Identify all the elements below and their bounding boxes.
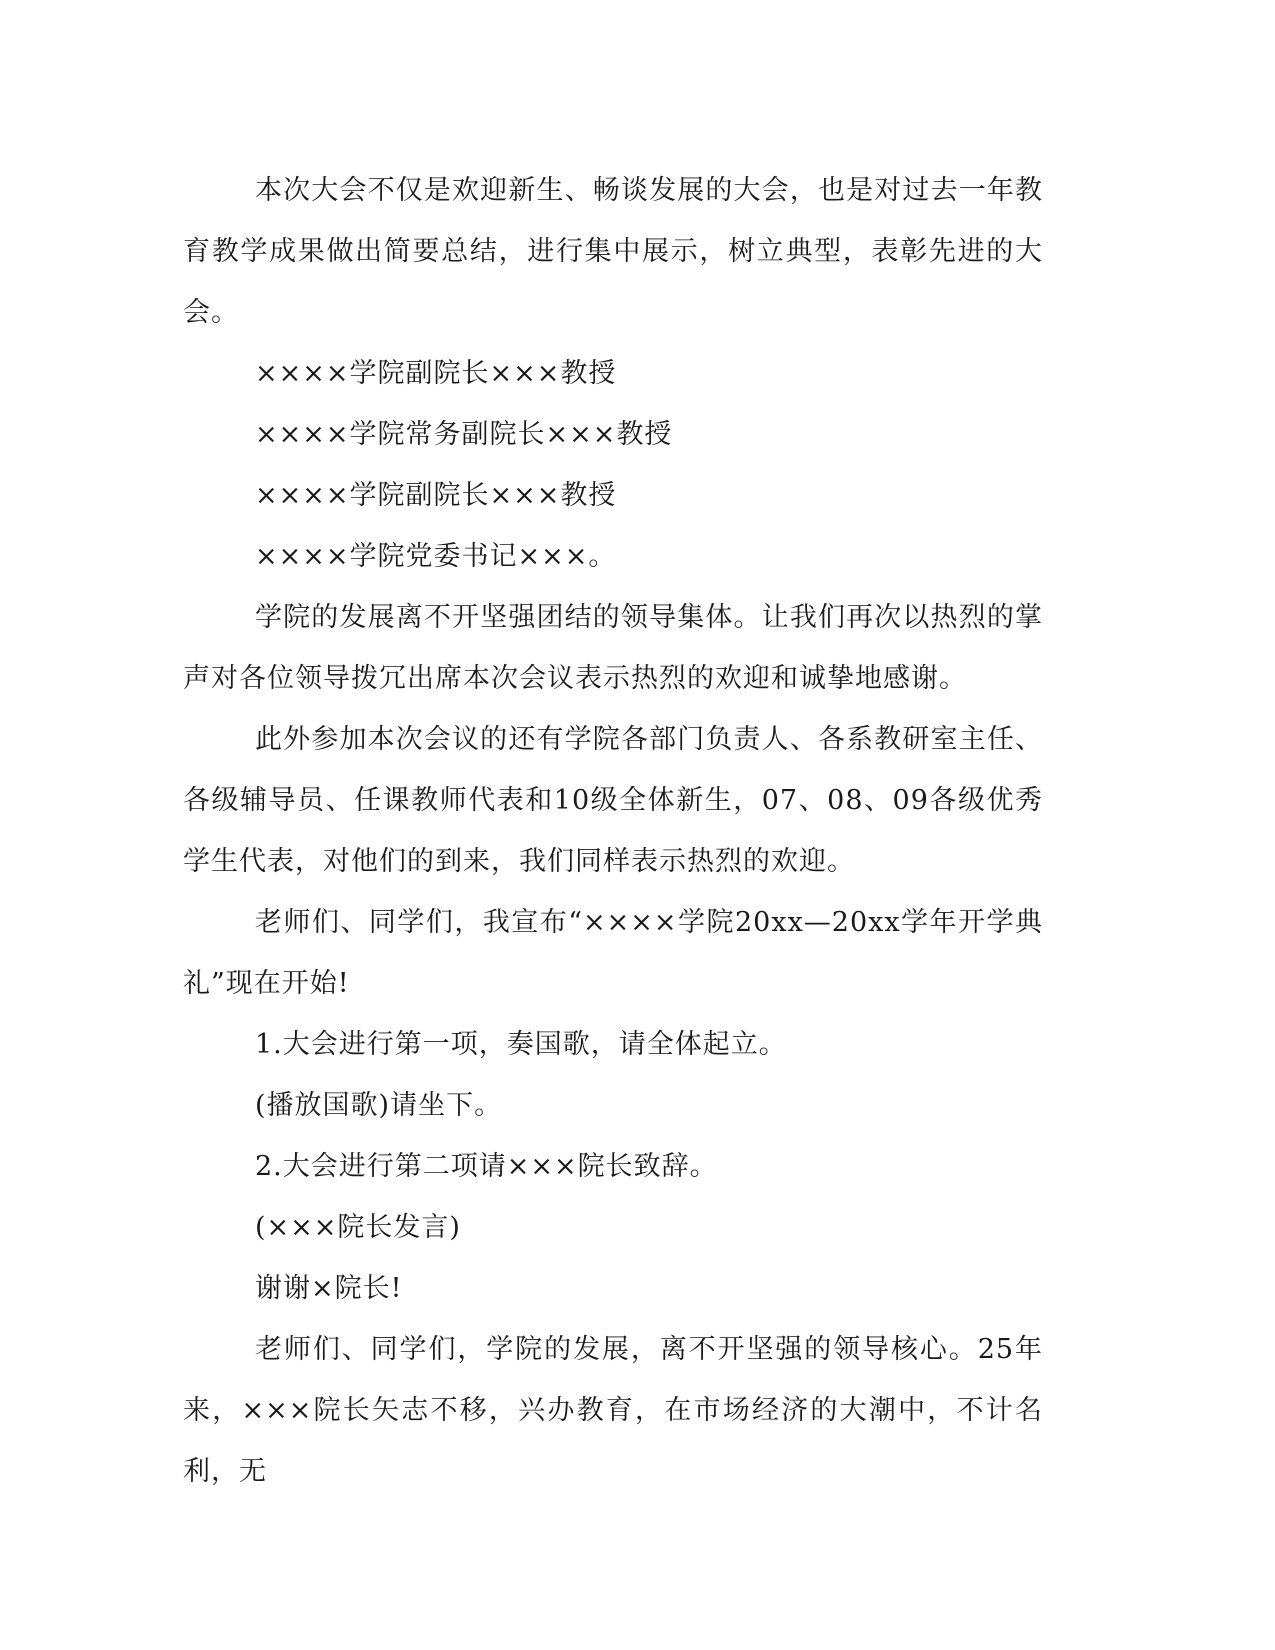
paragraph-announcement: 老师们、同学们，我宣布“××××学院20xx—20xx学年开学典礼”现在开始! bbox=[183, 907, 1043, 999]
paragraph-leader-2: ××××学院常务副院长×××教授 bbox=[255, 419, 673, 450]
paragraph-core-leadership: 老师们、同学们，学院的发展，离不开坚强的领导核心。25年来，×××院长矢志不移，兴办教育，在市场经济的大潮中，不计名利，无 bbox=[183, 1334, 1043, 1487]
document-body bbox=[183, 160, 1043, 1502]
paragraph-intro: 本次大会不仅是欢迎新生、畅谈发展的大会，也是对过去一年教育教学成果做出简要总结，进行集中展示，树立典型，表彰先进的大会。 bbox=[183, 175, 1043, 328]
paragraph-leader-1: ××××学院副院长×××教授 bbox=[255, 358, 617, 389]
paragraph-attendees: 此外参加本次会议的还有学院各部门负责人、各系教研室主任、各级辅导员、任课教师代表和10级全体新生，07、08、09各级优秀学生代表，对他们的到来，我们同样表示热烈的欢迎。 bbox=[183, 724, 1043, 877]
paragraph-anthem-note: (播放国歌)请坐下。 bbox=[255, 1090, 503, 1121]
paragraph-leader-4: ××××学院党委书记×××。 bbox=[255, 541, 617, 572]
paragraph-item-2: 2.大会进行第二项请×××院长致辞。 bbox=[255, 1151, 718, 1182]
paragraph-thanks-leaders: 学院的发展离不开坚强团结的领导集体。让我们再次以热烈的掌声对各位领导拨冗出席本次会议表示热烈的欢迎和诚挚地感谢。 bbox=[183, 602, 1043, 694]
paragraph-thanks-dean: 谢谢×院长! bbox=[255, 1273, 403, 1304]
paragraph-item-1: 1.大会进行第一项，奏国歌，请全体起立。 bbox=[255, 1029, 787, 1060]
paragraph-speech-note: (×××院长发言) bbox=[255, 1212, 461, 1243]
paragraph-leader-3: ××××学院副院长×××教授 bbox=[255, 480, 617, 511]
